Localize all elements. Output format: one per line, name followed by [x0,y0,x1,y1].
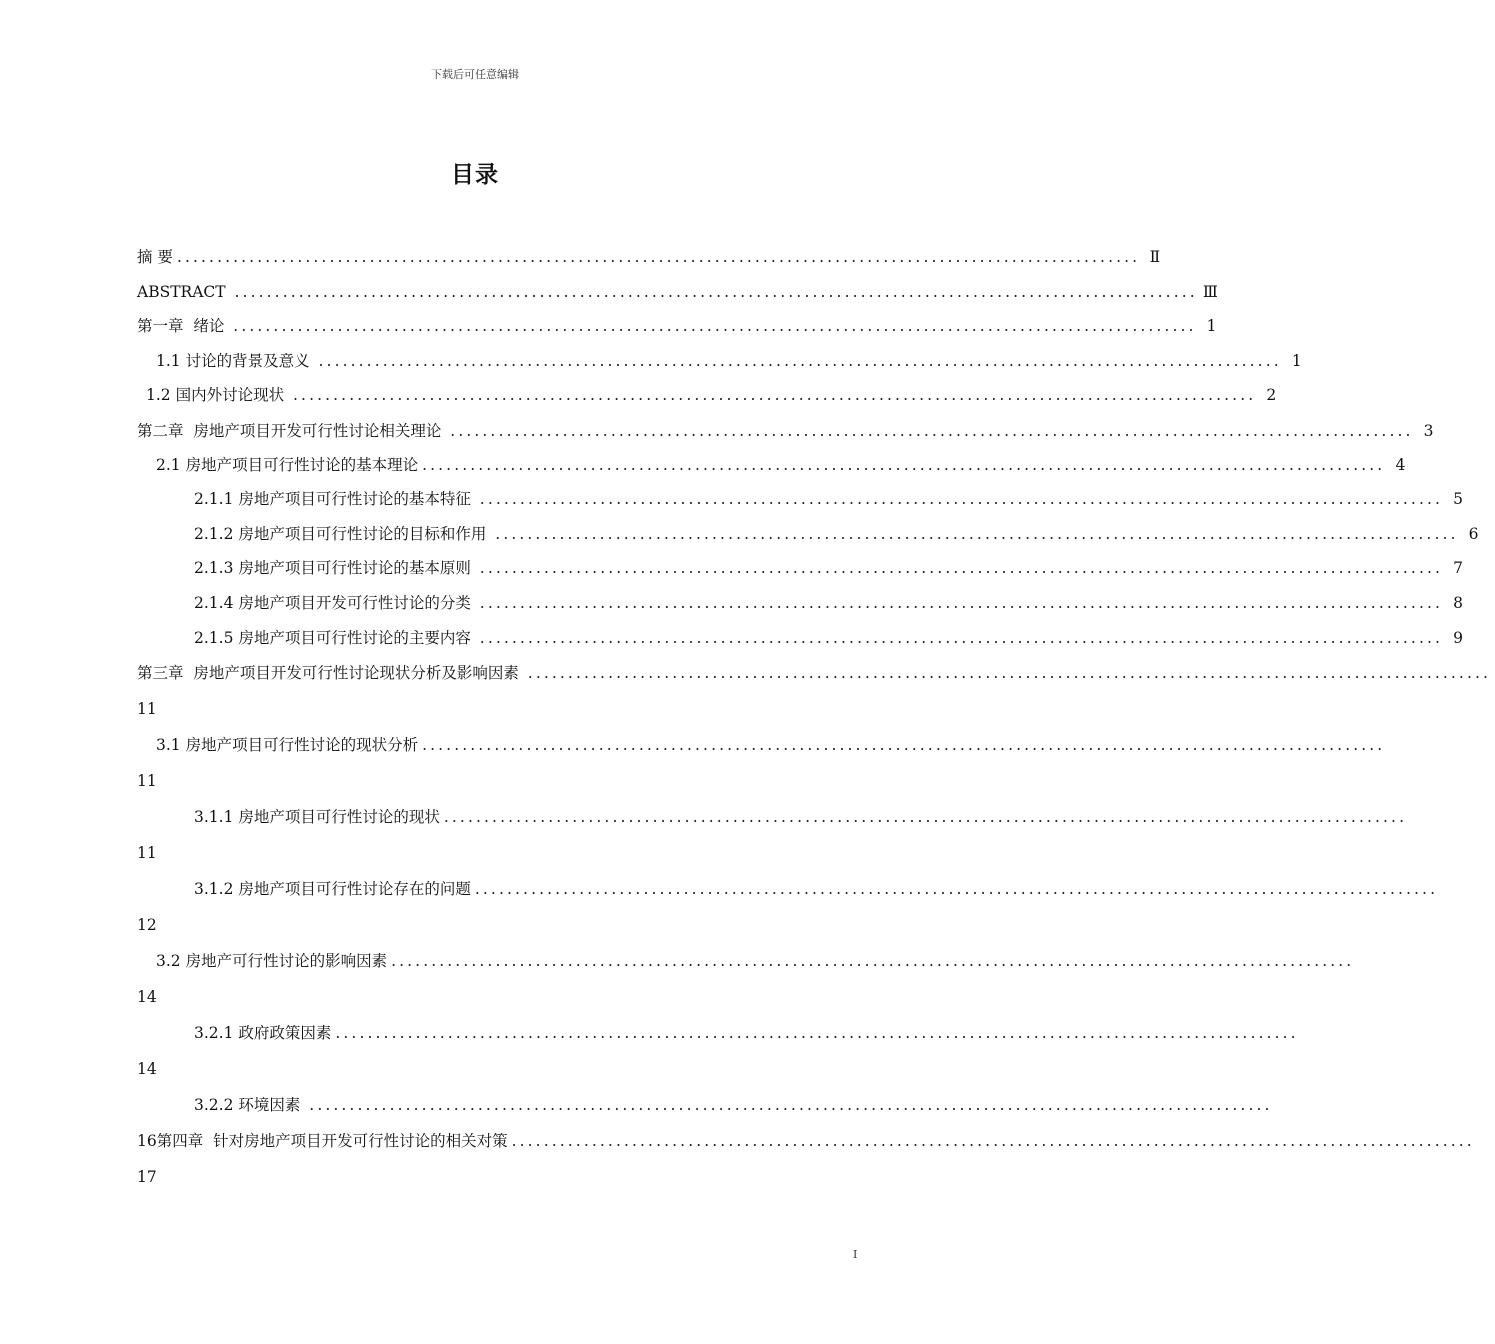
toc-entry-text: 1.1 讨论的背景及意义 [156,352,315,370]
toc-page-number: 12 [137,916,157,934]
page-footer-number: I [853,1248,858,1261]
toc-entry-chapter-4[interactable] [137,1128,1475,1154]
dot-leader: ........................................................................................................................ [318,352,1282,370]
toc-page-number: 7 [1453,559,1464,577]
toc-entry-text: 第三章 房地产项目开发可行性讨论现状分析及影响因素 [137,664,524,682]
toc-page-number: 3 [1423,422,1434,440]
toc-page-number: 9 [1453,629,1464,647]
dot-leader: ........................................................................................................................ [293,386,1257,404]
toc-entry-text: 摘 要 [137,248,173,266]
toc-entry-text: ABSTRACT [137,283,231,301]
toc-page-number: 17 [137,1168,157,1186]
toc-page-number: 11 [137,772,157,790]
toc-entry-2-1-4[interactable] [194,590,1464,616]
toc-page-number: 14 [137,988,157,1006]
dot-leader: ........................................................................................................................ [234,283,1198,301]
toc-entry-3-2-2[interactable] [194,1092,1273,1118]
dot-leader: ........................................................................................................................ [479,559,1444,577]
toc-entry-3-2-1[interactable] [194,1020,1299,1046]
toc-entry-text: 3.2.2 环境因素 [194,1096,306,1114]
toc-page-number: 14 [137,1060,157,1078]
toc-page-number: 16 [137,1132,157,1150]
toc-entry-text: 第四章 针对房地产项目开发可行性讨论的相关对策 [156,1132,508,1150]
page-title: 目录 [451,162,499,188]
toc-entry-text: 2.1.2 房地产项目可行性讨论的目标和作用 [194,525,492,543]
toc-page-number: 2 [1266,386,1277,404]
toc-entry-2-1-2[interactable] [194,521,1479,547]
toc-entry-text: 3.1.2 房地产项目可行性讨论存在的问题 [194,880,471,898]
toc-entry-2-1-1[interactable] [194,486,1464,512]
toc-entry-chapter-1[interactable] [137,313,1217,339]
toc-entry-3-1-1[interactable] [194,804,1408,830]
toc-entry-chapter-3[interactable] [137,660,1492,686]
toc-entry-text: 1.2 国内外讨论现状 [146,386,290,404]
dot-leader: ........................................................................................................................ [335,1024,1299,1042]
toc-entry-text: 3.2.1 政府政策因素 [194,1024,332,1042]
toc-page-number: 5 [1453,490,1464,508]
toc-page-number: Ⅲ [1202,283,1218,301]
dot-leader: ........................................................................................................................ [176,248,1141,266]
toc-page-number: 6 [1468,525,1479,543]
page-header: 下载后可任意编辑 [431,68,519,81]
dot-leader: ........................................................................................................................ [450,422,1414,440]
dot-leader: ........................................................................................................................ [479,629,1444,647]
toc-entry-text: 2.1.3 房地产项目可行性讨论的基本原则 [194,559,476,577]
dot-leader: ........................................................................................................................ [511,1132,1475,1150]
toc-entry-text: 2.1.5 房地产项目可行性讨论的主要内容 [194,629,476,647]
dot-leader: ........................................................................................................................ [479,594,1444,612]
toc-page-number: 1 [1291,352,1302,370]
dot-leader: ........................................................................................................................ [443,808,1408,826]
toc-entry-text: 2.1 房地产项目可行性讨论的基本理论 [156,456,419,474]
toc-entry-2-1[interactable] [156,452,1406,478]
toc-entry-text: 2.1.4 房地产项目开发可行性讨论的分类 [194,594,476,612]
toc-page-number: Ⅱ [1149,248,1161,266]
toc-entry-3-2[interactable] [156,948,1355,974]
toc-entry-2-1-5[interactable] [194,625,1464,651]
toc-page-number: 11 [137,844,157,862]
toc-entry-text: 第二章 房地产项目开发可行性讨论相关理论 [137,422,447,440]
dot-leader: ........................................................................................................................ [422,456,1386,474]
toc-entry-2-1-3[interactable] [194,555,1464,581]
toc-page-number: 8 [1453,594,1464,612]
toc-entry-1-1[interactable] [156,348,1302,374]
toc-entry-3-1[interactable] [156,732,1386,758]
toc-entry-text: 3.1.1 房地产项目可行性讨论的现状 [194,808,440,826]
toc-entry-chapter-2[interactable] [137,418,1434,444]
toc-page-number: 4 [1395,456,1406,474]
toc-entry-text: 3.2 房地产可行性讨论的影响因素 [156,952,388,970]
dot-leader: ........................................................................................................................ [527,664,1492,682]
toc-entry-abstract-cn[interactable] [137,244,1161,270]
dot-leader: ........................................................................................................................ [309,1096,1273,1114]
toc-entry-text: 3.1 房地产项目可行性讨论的现状分析 [156,736,419,754]
toc-page-number: 11 [137,700,157,718]
dot-leader: ........................................................................................................................ [479,490,1444,508]
dot-leader: ........................................................................................................................ [495,525,1459,543]
toc-entry-abstract-en[interactable] [137,279,1218,305]
toc-entry-text: 第一章 绪论 [137,317,230,335]
dot-leader: ........................................................................................................................ [391,952,1355,970]
dot-leader: ........................................................................................................................ [422,736,1386,754]
toc-entry-text: 2.1.1 房地产项目可行性讨论的基本特征 [194,490,476,508]
toc-entry-3-1-2[interactable] [194,876,1439,902]
dot-leader: ........................................................................................................................ [233,317,1197,335]
toc-entry-1-2[interactable] [146,382,1277,408]
dot-leader: ........................................................................................................................ [474,880,1439,898]
toc-page-number: 1 [1206,317,1217,335]
